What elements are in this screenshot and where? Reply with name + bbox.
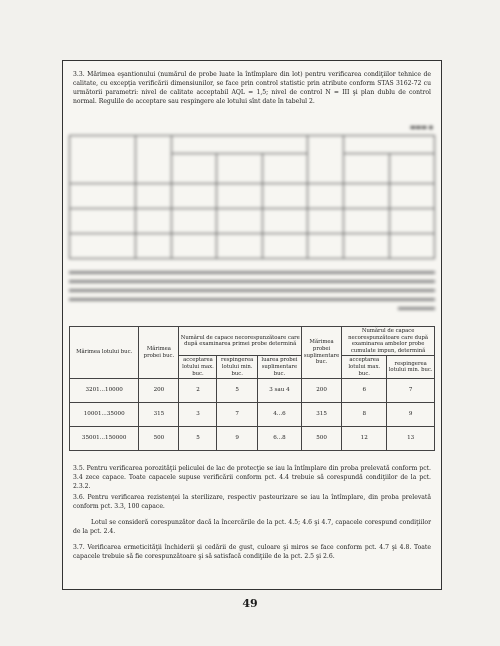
cell-reject-2: 13	[387, 427, 435, 451]
paragraph-3-4-blurred	[69, 267, 435, 319]
table-2	[69, 326, 435, 454]
cell-lot-size: 10001...35000	[70, 403, 139, 427]
cell-extra-sample: 3 sau 4	[257, 379, 301, 403]
cell-sample-size: 500	[139, 427, 179, 451]
header-extra-sample-size: Mărimea probei suplimentare buc.	[302, 327, 342, 379]
header-reject-1: respingerea lotului min. buc.	[217, 356, 257, 379]
header-lot-size: Mărimea lotului buc.	[70, 327, 139, 379]
header-accept-2: acceptarea lotului max. buc.	[342, 356, 387, 379]
cell-accept-2: 12	[342, 427, 387, 451]
header-extra-sample: luarea probei suplimentare buc.	[257, 356, 301, 379]
cell-lot-size: 35001...150000	[70, 427, 139, 451]
cell-lot-size: 3201...10000	[70, 379, 139, 403]
paragraph-3-5: 3.5. Pentru verificarea porozităţii peliculei de lac de protecţie se iau la întîmplare din proba prelevată conform pct. 3.4 zece capace. Toate capacele supuse verificării conform pct. 4.4 trebuie să corespundă condiţiilor de la pct. 2.3.2.	[73, 465, 431, 491]
paragraph-3-6: 3.6. Pentru verificarea rezistenţei la sterilizare, respectiv pasteurizare se iau la întîmplare, din proba prelevată conform pct. 3.3, 100 capace.	[73, 494, 431, 511]
paragraph-3-3: 3.3. Mărimea eşantionului (numărul de probe luate la întîmplare din lot) pentru verificarea condiţiilor tehnice de calitate, cu excepţia verificării dimensiunilor, se face prin control statistic prin atribute conform STAS 3162-72 cu următorii parametri: nivel de calitate acceptabil AQL = 1,5; nivel de control N = III şi plan dublu de control normal. Regulile de acceptare sau respingere ale lotului sînt date în tabelul 2.	[73, 71, 431, 106]
cell-accept-1: 3	[179, 403, 217, 427]
cell-reject-2: 9	[387, 403, 435, 427]
header-accept-1: acceptarea lotului max. buc.	[179, 356, 217, 379]
table-row	[70, 427, 435, 451]
cell-accept-2: 6	[342, 379, 387, 403]
page-number: 49	[242, 597, 258, 610]
cell-extra-sample: 4...6	[257, 403, 301, 427]
cell-reject-2: 7	[387, 379, 435, 403]
cell-accept-2: 8	[342, 403, 387, 427]
cell-extra-sample: 6...8	[257, 427, 301, 451]
cell-sample-size: 315	[139, 403, 179, 427]
cell-reject-1: 9	[217, 427, 257, 451]
table-row	[70, 379, 435, 403]
cell-extra-sample-size: 200	[302, 379, 342, 403]
paragraph-3-7: 3.7. Verificarea ermeticităţii închiderii şi cedării de gust, culoare şi miros se face conform pct. 4.7 şi 4.8. Toate capacele trebuie să fie corespunzătoare şi să satisfacă condiţiile de la pct. 2.5 şi 2.6.	[73, 544, 431, 561]
cell-accept-1: 5	[179, 427, 217, 451]
document-frame	[62, 60, 442, 590]
header-sample-size: Mărimea probei buc.	[139, 327, 179, 379]
cell-sample-size: 200	[139, 379, 179, 403]
header-cumulative-group: Numărul de capace necorespunzătoare care după examinarea ambelor probe cumulate impun, determină	[342, 327, 435, 356]
paragraph-3-6-continued: Lotul se consideră corespunzător dacă la încercările de la pct. 4.5; 4.6 şi 4.7, capacele corespund condiţiilor de la pct. 2.4.	[73, 519, 431, 536]
table-1-label-blurred: ▬▬▬ ▪	[410, 124, 433, 131]
cell-extra-sample-size: 500	[302, 427, 342, 451]
table-1-blurred	[69, 135, 435, 259]
cell-extra-sample-size: 315	[302, 403, 342, 427]
table-row	[70, 403, 435, 427]
header-first-sample-group: Numărul de capace necorespunzătoare care după examinarea primei probe determină	[179, 327, 302, 356]
header-reject-2: respingerea lotului min. buc.	[387, 356, 435, 379]
cell-accept-1: 2	[179, 379, 217, 403]
cell-reject-1: 7	[217, 403, 257, 427]
cell-reject-1: 5	[217, 379, 257, 403]
